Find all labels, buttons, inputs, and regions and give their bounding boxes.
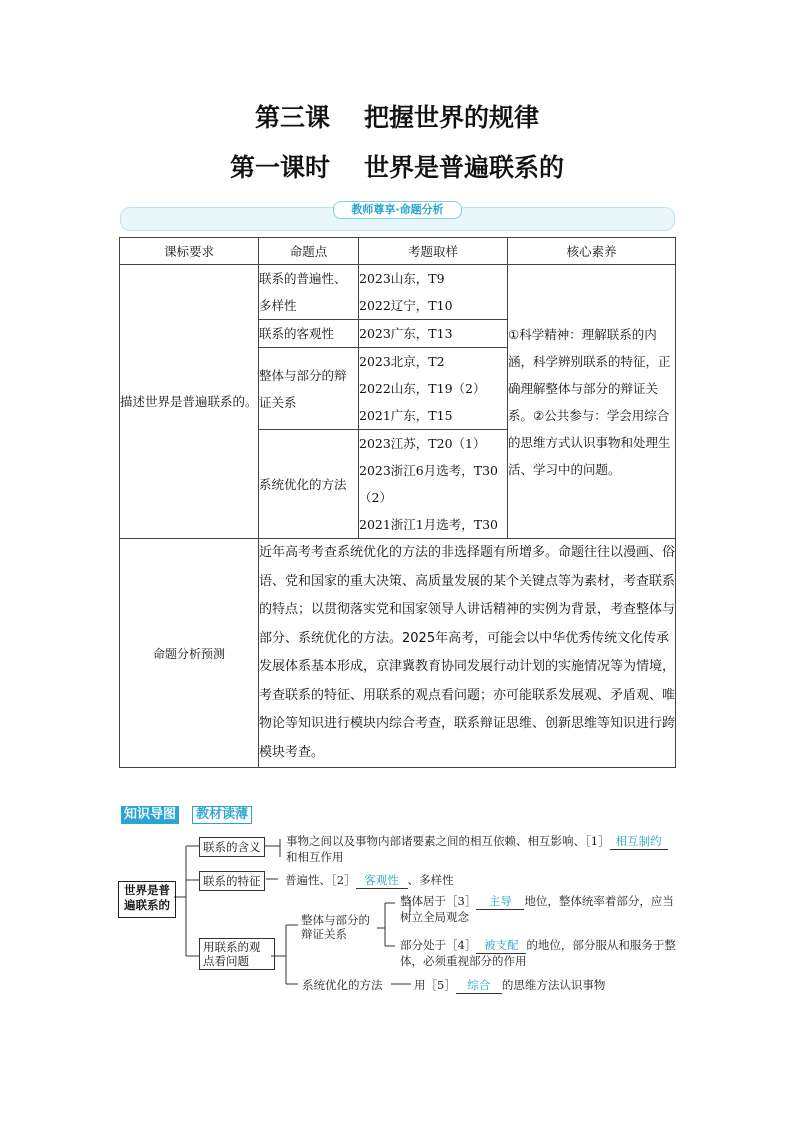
exam-item: 2022辽宁，T10 [359, 298, 453, 313]
answer-2: 客观性 [356, 872, 408, 889]
exam-item: 2023山东，T9 [359, 271, 445, 286]
meaning-text [286, 833, 668, 850]
answer-3: 主导 [476, 893, 524, 910]
features-text-a: 普遍性、［2］ [285, 873, 356, 887]
section-badge-mindmap: 知识导图 [121, 806, 179, 824]
part-text-a: 部分处于［4］ [400, 938, 477, 952]
period-number: 第一课时 [229, 153, 330, 182]
exam-item: 2023北京，T2 [359, 354, 445, 369]
exam-item: 2023浙江6月选考，T30（2） [359, 463, 499, 505]
branch-apply: 用联系的观点看问题 [199, 938, 275, 970]
features-text-b: 、多样性 [407, 873, 454, 887]
whole-text-c: 树立全局观念 [400, 910, 469, 924]
sub-optimize: 系统优化的方法 [302, 978, 383, 992]
prediction-text: 近年高考考查系统优化的方法的非选择题有所增多。命题往往以漫画、俗语、党和国家的重大决策、高质量发展的某个关键点等为素材，考查联系的特点；以贯彻落实党和国家领导人讲话精神的实例为背景，考查整体与部分、系统优化的方法。2025年高考，可能会以中华优秀传统文化传承发展体系基本形成，京津冀教育协同发展行动计划的实施情况等为情境，考查联系的特征、用联系的观点看问题；亦可能联系发展观、矛盾观、唯物论等知识进行模块内综合考查，联系辩证思维、创新思维等知识进行跨模块考查。 [259, 539, 676, 768]
features-text [285, 872, 454, 889]
sub-whole-part: 整体与部分的辩证关系 [301, 913, 370, 941]
branch-features: 联系的特征 [199, 871, 265, 891]
exam-item: 2023江苏，T20（1） [359, 436, 486, 451]
branch-meaning: 联系的含义 [199, 837, 265, 857]
answer-1: 相互制约 [610, 833, 668, 850]
exam-item: 2023广东，T13 [359, 326, 453, 341]
exam-item: 2021浙江1月选考，T30 [359, 517, 499, 532]
optimize-text [414, 977, 605, 994]
mindmap-root: 世界是普遍联系的 [118, 881, 176, 918]
part-text-b: 的地位，部分服从和服务于整 [526, 938, 676, 952]
point-cell: 联系的客观性 [259, 320, 359, 348]
optimize-text-b: 的思维方法认识事物 [501, 978, 606, 992]
header-exam: 考题取样 [359, 238, 508, 265]
exam-item: 2021广东，T15 [359, 408, 453, 423]
header-literacy: 核心素养 [508, 238, 676, 265]
period-name: 世界是普遍联系的 [364, 153, 565, 182]
prediction-label: 命题分析预测 [120, 539, 259, 768]
meaning-text-a: 事物之间以及事物内部诸要素之间的相互依赖、相互影响、［1］ [286, 834, 610, 848]
optimize-text-a: 用［5］ [414, 978, 456, 992]
whole-text [400, 893, 674, 910]
section-badge-reading: 教材读薄 [192, 806, 252, 824]
point-cell: 联系的普遍性、多样性 [259, 265, 359, 320]
lesson-number: 第三课 [254, 103, 330, 132]
part-text-c: 体，必须重视部分的作用 [400, 954, 527, 968]
standard-cell: 描述世界是普遍联系的。 [120, 265, 259, 539]
whole-text-b: 地位，整体统率着部分，应当 [524, 894, 674, 908]
point-cell: 整体与部分的辩证关系 [259, 348, 359, 430]
meaning-text-b: 和相互作用 [286, 850, 344, 864]
part-text [400, 937, 676, 954]
lesson-name: 把握世界的规律 [364, 103, 540, 132]
point-cell: 系统优化的方法 [259, 430, 359, 539]
exam-item: 2022山东，T19（2） [359, 381, 486, 396]
answer-4: 被支配 [476, 937, 526, 954]
answer-5: 综合 [456, 977, 502, 994]
literacy-cell: ①科学精神：理解联系的内涵，科学辨别联系的特征，正确理解整体与部分的辩证关系。②公共参与：学会用综合的思维方式认识事物和处理生活、学习中的问题。 [508, 265, 676, 539]
header-point: 命题点 [259, 238, 359, 265]
banner-label: 教师尊享·命题分析 [333, 201, 462, 219]
header-standard: 课标要求 [120, 238, 259, 265]
whole-text-a: 整体居于［3］ [400, 894, 477, 908]
